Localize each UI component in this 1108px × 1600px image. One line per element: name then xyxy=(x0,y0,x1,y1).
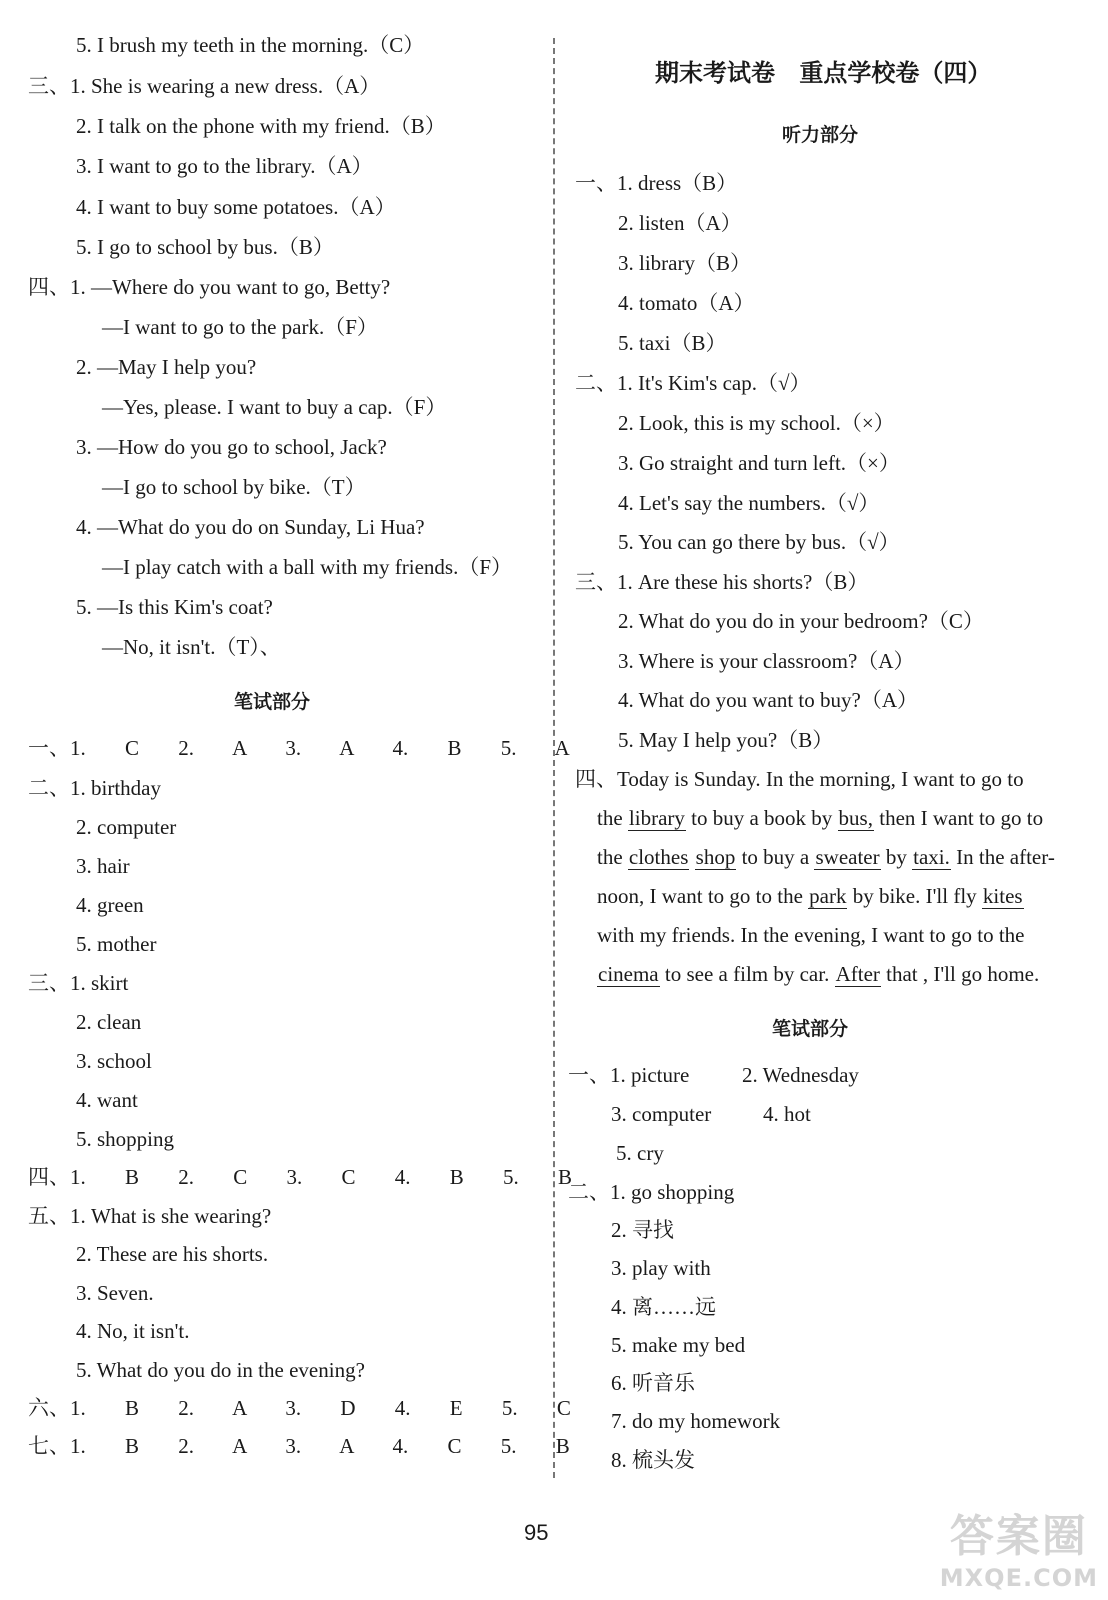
answer-line: 4. want xyxy=(76,1088,138,1112)
answer-line: 2. These are his shorts. xyxy=(76,1242,269,1266)
answer-line: 4. green xyxy=(76,893,144,917)
passage-text: noon, I want to go to the xyxy=(597,884,803,908)
page-title: 期末考试卷 重点学校卷（四） xyxy=(655,59,992,87)
answer-line: 2. listen（A） xyxy=(618,211,742,235)
answer-line: 3. —How do you go to school, Jack? xyxy=(76,435,387,459)
answer-word: cinema xyxy=(598,962,659,986)
answer-line: —I play catch with a ball with my friends.（F） xyxy=(102,555,513,579)
answer-line: 三、1. She is wearing a new dress.（A） xyxy=(28,74,381,98)
passage-text: the xyxy=(597,806,623,830)
answer-word: taxi. xyxy=(913,845,950,869)
answer-line: 5. May I help you?（B） xyxy=(618,728,834,752)
answer-word: shop xyxy=(695,845,736,869)
page-number: 95 xyxy=(524,1520,549,1545)
passage-line xyxy=(575,766,1024,792)
answer-line: 5. I go to school by bus.（B） xyxy=(76,235,334,259)
answer-line: 3. Seven. xyxy=(76,1281,154,1305)
section-title: 听力部分 xyxy=(782,124,859,146)
passage-text: by bike. I'll fly xyxy=(852,884,977,908)
passage-line xyxy=(597,961,1039,987)
answer-line: 四、1. —Where do you want to go, Betty? xyxy=(28,275,391,299)
answer-line: 2. Look, this is my school.（×） xyxy=(618,411,895,435)
passage-text: Today is Sunday. In the morning, I want to go to xyxy=(617,767,1024,791)
answer-line: —I go to school by bike.（T） xyxy=(102,475,366,499)
answer-line: 二、1. birthday xyxy=(28,776,161,800)
answer-line: 一、1. picture xyxy=(568,1063,690,1087)
answer-line: 三、1. Are these his shorts?（B） xyxy=(575,570,869,594)
answer-line: 七、1. B 2. A 3. A 4. C 5. B xyxy=(28,1434,570,1458)
answer-line: 一、1. dress（B） xyxy=(575,171,738,195)
section-title: 笔试部分 xyxy=(234,691,311,713)
answer-word: bus, xyxy=(838,806,873,830)
answer-word: park xyxy=(809,884,847,908)
answer-line: 8. 梳头发 xyxy=(611,1448,695,1472)
section-title: 笔试部分 xyxy=(772,1018,849,1040)
answer-line: 二、1. It's Kim's cap.（√） xyxy=(575,371,811,395)
answer-line: 5. I brush my teeth in the morning.（C） xyxy=(76,33,425,57)
answer-line: 5. cry xyxy=(616,1141,664,1165)
answer-line: 四、1. B 2. C 3. C 4. B 5. B xyxy=(28,1165,573,1189)
answer-line: 5. mother xyxy=(76,932,157,956)
answer-line: 5. make my bed xyxy=(611,1333,746,1357)
watermark-text: 答案圈 xyxy=(949,1511,1088,1562)
answer-line: 2. 寻找 xyxy=(611,1218,674,1242)
column-divider xyxy=(553,38,555,1478)
passage-line xyxy=(597,844,1055,870)
answer-word: library xyxy=(628,806,685,830)
answer-line: 一、1. C 2. A 3. A 4. B 5. A xyxy=(28,736,570,760)
answer-line: 5. taxi（B） xyxy=(618,331,727,355)
answer-line: 5. What do you do in the evening? xyxy=(76,1358,365,1382)
passage-text: to buy a xyxy=(741,845,810,869)
answer-line: 4. Let's say the numbers.（√） xyxy=(618,491,880,515)
answer-line: 5. —Is this Kim's coat? xyxy=(76,595,273,619)
answer-line: 3. Go straight and turn left.（×） xyxy=(618,451,900,475)
answer-line: 三、1. skirt xyxy=(28,971,129,995)
passage-text: to buy a book by xyxy=(691,806,833,830)
passage-line: with my friends. In the evening, I want to go to the xyxy=(597,923,1025,947)
answer-line: 3. hair xyxy=(76,854,130,878)
passage-text: the xyxy=(597,845,623,869)
answer-line: —I want to go to the park.（F） xyxy=(102,315,378,339)
answer-line: —No, it isn't.（T）、 xyxy=(102,635,281,659)
answer-line: 3. computer xyxy=(611,1102,712,1126)
answer-line: 2. What do you do in your bedroom?（C） xyxy=(618,609,984,633)
answer-line: 4. tomato（A） xyxy=(618,291,755,315)
answer-line: 4. No, it isn't. xyxy=(76,1319,190,1343)
answer-line: 六、1. B 2. A 3. D 4. E 5. C xyxy=(28,1396,571,1420)
watermark-logo xyxy=(940,1500,1098,1592)
passage-text: that , I'll go home. xyxy=(886,962,1040,986)
passage-text: by xyxy=(885,845,907,869)
answer-word: sweater xyxy=(815,845,880,869)
answer-line: 二、1. go shopping xyxy=(568,1180,735,1204)
answer-word: kites xyxy=(982,884,1023,908)
watermark-url: MXQE.COM xyxy=(939,1564,1098,1592)
answer-line: 4. What do you want to buy?（A） xyxy=(618,688,918,712)
answer-word: clothes xyxy=(628,845,689,869)
answer-line: 2. Wednesday xyxy=(742,1063,859,1087)
answer-line: 5. shopping xyxy=(76,1127,175,1151)
answer-line: 5. You can go there by bus.（√） xyxy=(618,530,900,554)
passage-text: In the after- xyxy=(956,845,1055,869)
answer-word: After xyxy=(835,962,880,986)
passage-line xyxy=(597,805,1043,831)
answer-line: 3. I want to go to the library.（A） xyxy=(76,154,373,178)
answer-line: 2. clean xyxy=(76,1010,142,1034)
answer-line: 7. do my homework xyxy=(611,1409,781,1433)
question-number: 四、 xyxy=(575,767,617,791)
answer-line: 6. 听音乐 xyxy=(611,1371,695,1395)
answer-line: 2. —May I help you? xyxy=(76,355,257,379)
answer-line: 2. I talk on the phone with my friend.（B） xyxy=(76,114,446,138)
passage-line xyxy=(597,883,1024,909)
answer-line: 3. play with xyxy=(611,1256,711,1280)
answer-line: 4. hot xyxy=(763,1102,811,1126)
answer-line: —Yes, please. I want to buy a cap.（F） xyxy=(102,395,447,419)
answer-line: 4. 离……远 xyxy=(611,1295,716,1319)
answer-line: 3. Where is your classroom?（A） xyxy=(618,649,915,673)
answer-line: 五、1. What is she wearing? xyxy=(28,1204,272,1228)
answer-line: 2. computer xyxy=(76,815,177,839)
answer-line: 3. library（B） xyxy=(618,251,751,275)
answer-line: 4. I want to buy some potatoes.（A） xyxy=(76,195,396,219)
passage-text: to see a film by car. xyxy=(664,962,830,986)
answer-line: 4. —What do you do on Sunday, Li Hua? xyxy=(76,515,425,539)
answer-line: 3. school xyxy=(76,1049,152,1073)
passage-text: then I want to go to xyxy=(879,806,1044,830)
